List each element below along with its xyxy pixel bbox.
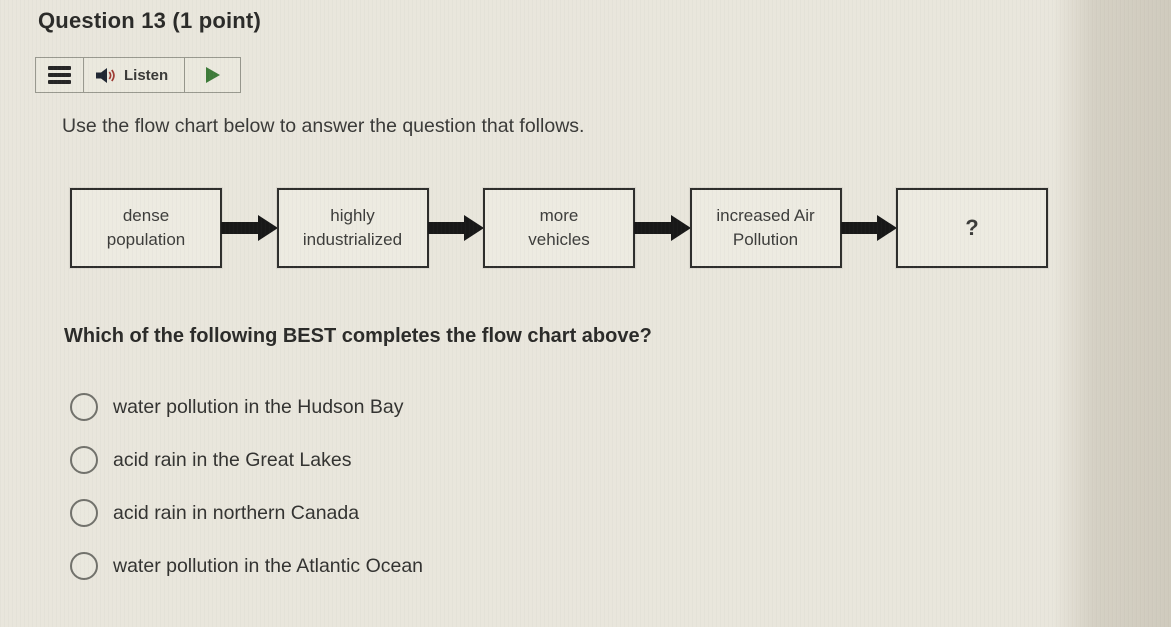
answer-option-label[interactable]: water pollution in the Atlantic Ocean bbox=[113, 554, 424, 577]
answer-option-label[interactable]: acid rain in northern Canada bbox=[113, 501, 360, 524]
radio-button[interactable] bbox=[70, 446, 98, 474]
flow-box-increased-air-pollution bbox=[690, 188, 842, 268]
flow-arrow-icon bbox=[428, 188, 485, 268]
flow-box-dense-population bbox=[70, 188, 222, 268]
flow-arrow-icon bbox=[634, 188, 691, 268]
answer-option-1[interactable] bbox=[70, 393, 423, 421]
listen-label: Listen bbox=[124, 66, 169, 84]
flow-box-line: Pollution bbox=[732, 230, 799, 249]
question-text: Which of the following BEST completes the flow chart above? bbox=[64, 325, 652, 347]
flow-chart bbox=[70, 188, 1048, 268]
listen-toolbar bbox=[35, 57, 241, 93]
instruction-text: Use the flow chart below to answer the question that follows. bbox=[62, 115, 585, 137]
radio-button[interactable] bbox=[70, 499, 98, 527]
flow-box-line: ? bbox=[965, 214, 979, 240]
answer-option-4[interactable] bbox=[70, 552, 423, 580]
flow-box-line: industrialized bbox=[302, 230, 403, 249]
radio-button[interactable] bbox=[70, 552, 98, 580]
listen-button[interactable] bbox=[83, 58, 184, 92]
flow-arrow-icon bbox=[221, 188, 278, 268]
flow-arrow-icon bbox=[841, 188, 898, 268]
flow-box-highly-industrialized bbox=[277, 188, 429, 268]
hamburger-icon bbox=[48, 66, 71, 84]
radio-button[interactable] bbox=[70, 393, 98, 421]
flow-box-unknown bbox=[896, 188, 1048, 268]
play-icon bbox=[206, 67, 220, 83]
answer-option-label[interactable]: water pollution in the Hudson Bay bbox=[113, 395, 404, 418]
answer-option-label[interactable]: acid rain in the Great Lakes bbox=[113, 448, 352, 471]
answer-option-2[interactable] bbox=[70, 446, 423, 474]
question-title: Question 13 (1 point) bbox=[38, 8, 261, 33]
flow-box-line: dense bbox=[122, 206, 170, 226]
readspeaker-menu-button[interactable] bbox=[36, 58, 83, 92]
play-button[interactable] bbox=[184, 58, 240, 92]
answer-option-3[interactable] bbox=[70, 499, 423, 527]
flow-box-line: highly bbox=[330, 206, 375, 226]
flow-box-line: population bbox=[106, 230, 186, 249]
flow-box-line: increased Air bbox=[716, 206, 815, 226]
flow-box-line: more bbox=[539, 206, 579, 226]
speaker-icon bbox=[96, 67, 116, 84]
screen-edge-shade bbox=[1053, 0, 1171, 627]
answer-options bbox=[70, 393, 423, 605]
flow-box-more-vehicles bbox=[483, 188, 635, 268]
flow-box-line: vehicles bbox=[528, 230, 590, 249]
